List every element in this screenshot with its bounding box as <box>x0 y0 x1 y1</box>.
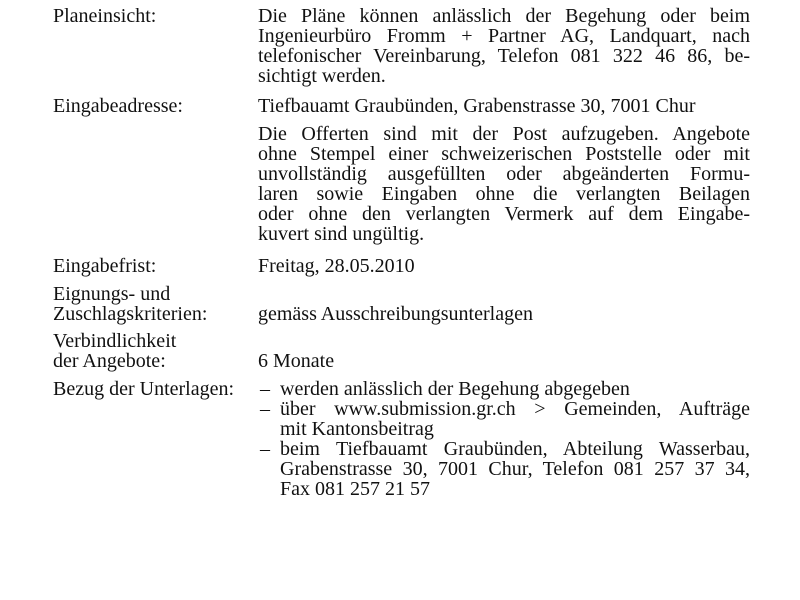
value-verbindlichkeit <box>258 351 750 371</box>
text-line: beim Tiefbauamt Graubünden, Abteilung Wasserbau, <box>280 438 750 460</box>
text-line: oder ohne den verlangten Vermerk auf dem Eingabe- <box>258 203 750 225</box>
dash-marker: – <box>260 438 270 460</box>
value-kriterien <box>258 304 750 324</box>
text-line: kuvert sind ungültig. <box>258 223 425 245</box>
label-text: der Angebote: <box>53 350 166 372</box>
text-line: laren sowie Eingaben ohne die verlangten Beilagen <box>258 183 750 205</box>
text-line: Fax 081 257 21 57 <box>280 478 430 500</box>
criteria-value: gemäss Ausschreibungsunterlagen <box>258 303 533 325</box>
list-item <box>260 399 750 439</box>
label-text: Verbindlichkeit <box>53 330 177 352</box>
list-item <box>260 439 750 499</box>
text-line: Ingenieurbüro Fromm + Partner AG, Landquart, nach <box>258 25 750 47</box>
text-line: unvollständig ausgefüllten oder abgeänderten Formu- <box>258 163 750 185</box>
label-text: Eingabeadresse: <box>53 95 183 117</box>
label-text: Zuschlagskriterien: <box>53 303 208 325</box>
dash-marker: – <box>260 378 270 400</box>
text-line: Die Pläne können anlässlich der Begehung oder beim <box>258 5 750 27</box>
validity-value: 6 Monate <box>258 350 335 372</box>
list-item-text <box>280 439 750 499</box>
label-eingabeadresse <box>53 96 258 116</box>
value-planeinsicht <box>258 6 750 86</box>
address-line: Tiefbauamt Graubünden, Grabenstrasse 30, 7001 Chur <box>258 95 696 117</box>
list-item-text <box>280 379 750 399</box>
label-kriterien <box>53 284 258 324</box>
text-line: mit Kantonsbeitrag <box>280 418 434 440</box>
label-text: Eingabefrist: <box>53 255 157 277</box>
label-verbindlichkeit <box>53 331 258 371</box>
value-eingabeadresse-notes <box>258 124 750 244</box>
text-line: sichtigt werden. <box>258 65 386 87</box>
text-line: Die Offerten sind mit der Post aufzugeben. Angebote <box>258 123 750 145</box>
list-item-text <box>280 399 750 439</box>
label-text: Bezug der Unterlagen: <box>53 378 235 400</box>
text-line: werden anlässlich der Begehung abgegeben <box>280 378 630 400</box>
label-planeinsicht <box>53 6 258 26</box>
value-eingabefrist <box>258 256 750 276</box>
text-line: ohne Stempel einer schweizerischen Poststelle oder mit <box>258 143 750 165</box>
dash-marker: – <box>260 398 270 420</box>
text-line: über www.submission.gr.ch > Gemeinden, Aufträge <box>280 398 750 420</box>
text-line: Grabenstrasse 30, 7001 Chur, Telefon 081 257 37 34, <box>280 458 750 480</box>
bezug-list <box>260 379 750 499</box>
deadline-value: Freitag, 28.05.2010 <box>258 255 415 277</box>
label-bezug <box>53 379 258 399</box>
list-item <box>260 379 750 399</box>
label-text: Eignungs- und <box>53 283 171 305</box>
value-eingabeadresse <box>258 96 750 116</box>
label-text: Planeinsicht: <box>53 5 157 27</box>
text-line: telefonischer Vereinbarung, Telefon 081 322 46 86, be- <box>258 45 750 67</box>
label-eingabefrist <box>53 256 258 276</box>
